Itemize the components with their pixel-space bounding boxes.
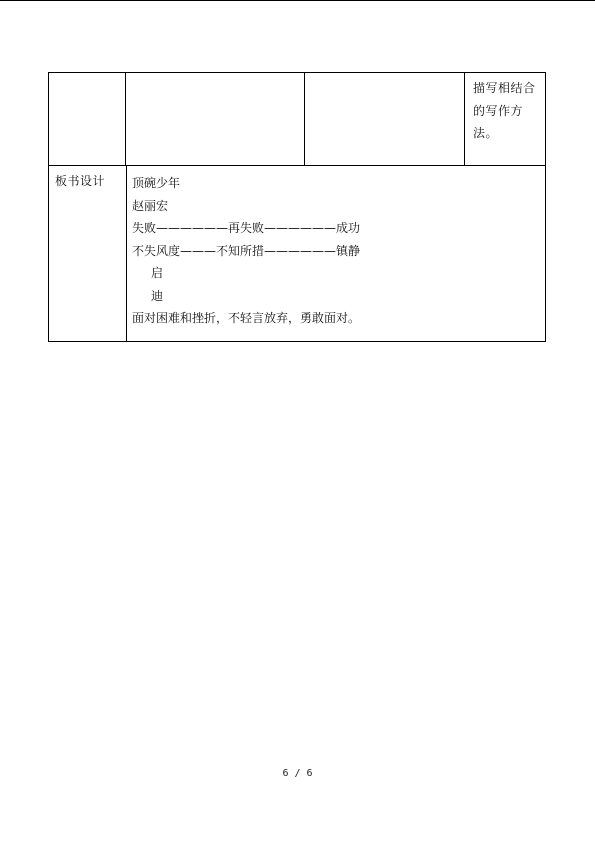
table-cell-label-empty	[48, 72, 126, 166]
method-line: 法。	[473, 126, 499, 140]
board-line-process: 失败——————再失败——————成功	[132, 221, 361, 235]
table-cell-method	[464, 72, 546, 166]
board-line-qi: 启	[151, 266, 164, 280]
method-text	[473, 77, 539, 145]
method-line: 的写作方	[473, 103, 524, 118]
board-line-di: 迪	[151, 288, 164, 303]
board-line-author: 赵丽宏	[132, 198, 169, 213]
table-row-continued	[48, 72, 546, 166]
page-number: 6 / 6	[282, 768, 313, 779]
board-design-content	[132, 172, 532, 330]
method-line: 描写相结合	[473, 81, 536, 95]
board-line-title: 顶碗少年	[132, 176, 181, 190]
header-rule	[0, 0, 595, 1]
board-line-moral: 面对困难和挫折，不轻言放弃，勇敢面对。	[132, 311, 361, 325]
table-cell-content-empty	[125, 72, 305, 166]
board-line-attitude: 不失风度———不知所措——————镇静	[132, 243, 361, 258]
table-row-board-design	[48, 166, 546, 342]
table-cell-activity-empty	[304, 72, 465, 166]
board-design-label: 板书设计	[55, 174, 106, 188]
table-column-divider	[126, 166, 127, 342]
